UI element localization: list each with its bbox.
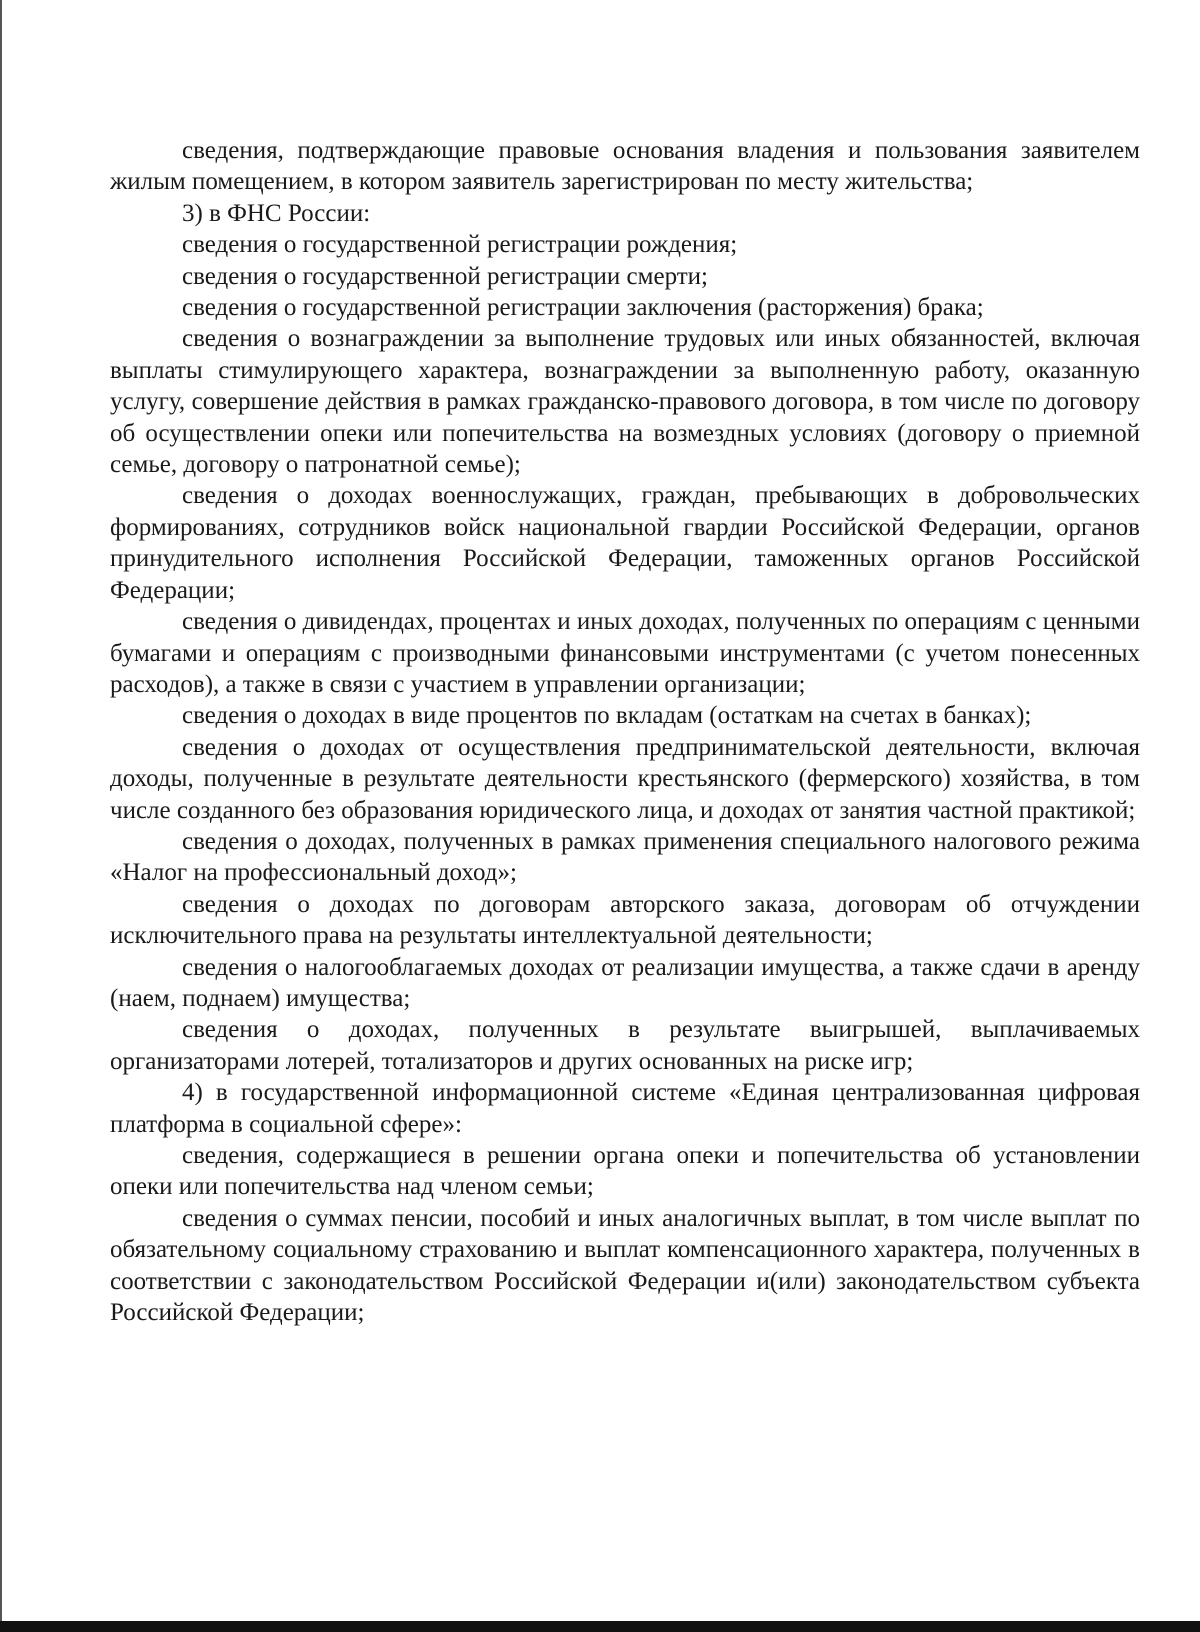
paragraph-lottery-winnings: сведения о доходах, полученных в результате выигрышей, выплачиваемых организаторами лотерей, тотализаторов и других основанных на риске игр; bbox=[110, 1016, 1140, 1075]
paragraph-birth-registration: сведения о государственной регистрации рождения; bbox=[182, 231, 738, 259]
paragraph-pension-benefits: сведения о суммах пенсии, пособий и иных аналогичных выплат, в том числе выплат по обязательному социальному страхованию и выплат компенсационного характера, полученных в соответствии с законодательством Российской Федерации и(или) законодательством субъекта Российской Федерации; bbox=[110, 1204, 1140, 1327]
paragraph-military-income: сведения о доходах военнослужащих, граждан, пребывающих в добровольческих формированиях, сотрудников войск национальной гвардии Российской Федерации, органов принудительного исполнения Российской Федерации, таможенных органов Российской Федерации; bbox=[110, 482, 1140, 604]
paragraph-fns-header: 3) в ФНС России: bbox=[182, 199, 371, 227]
paragraph-copyright-income: сведения о доходах по договорам авторского заказа, договорам об отчуждении исключительного права на результаты интеллектуальной деятельности; bbox=[110, 890, 1140, 950]
paragraph-property-income: сведения о налогооблагаемых доходах от реализации имущества, а также сдачи в аренду (наем, поднаем) имущества; bbox=[110, 953, 1140, 1012]
paragraph-egisso-header: 4) в государственной информационной системе «Единая централизованная цифровая платформа в социальной сфере»: bbox=[110, 1079, 1140, 1138]
paragraph-deposit-interest: сведения о доходах в виде процентов по вкладам (остаткам на счетах в банках); bbox=[182, 702, 1032, 730]
paragraph-guardianship-decision: сведения, содержащиеся в решении органа опеки и попечительства об установлении опеки или попечительства над членом семьи; bbox=[110, 1142, 1140, 1201]
paragraph-marriage-registration: сведения о государственной регистрации заключения (расторжения) брака; bbox=[182, 294, 984, 322]
paragraph-dividends: сведения о дивидендах, процентах и иных доходах, полученных по операциям с ценными бумагами и операциям с производными финансовыми инструментами (с учетом понесенных расходов), а также в связи с участием в управлении организации; bbox=[110, 608, 1140, 698]
paragraph-business-income: сведения о доходах от осуществления предпринимательской деятельности, включая доходы, полученные в результате деятельности крестьянского (фермерского) хозяйства, в том числе созданного без образования юридического лица, и доходах от занятия частной практикой; bbox=[110, 733, 1140, 824]
paragraph-death-registration: сведения о государственной регистрации смерти; bbox=[182, 262, 708, 290]
paragraph-ownership-info: сведения, подтверждающие правовые основания владения и пользования заявителем жилым помещением, в котором заявитель зарегистрирован по месту жительства; bbox=[110, 137, 1140, 196]
paragraph-self-employed-income: сведения о доходах, полученных в рамках применения специального налогового режима «Налог на профессиональный доход»; bbox=[110, 827, 1140, 887]
paragraph-remuneration: сведения о вознаграждении за выполнение трудовых или иных обязанностей, включая выплаты стимулирующего характера, вознаграждении за выполненную работу, оказанную услугу, совершение действия в рамках гражданско-правового договора, в том числе по договору об осуществлении опеки или попечительства на возмездных условиях (договору о приемной семье, договору о патронатной семье); bbox=[110, 325, 1140, 479]
scan-bottom-edge bbox=[0, 1621, 1200, 1632]
scan-left-edge bbox=[0, 0, 2, 1632]
document-body bbox=[110, 135, 1140, 1328]
